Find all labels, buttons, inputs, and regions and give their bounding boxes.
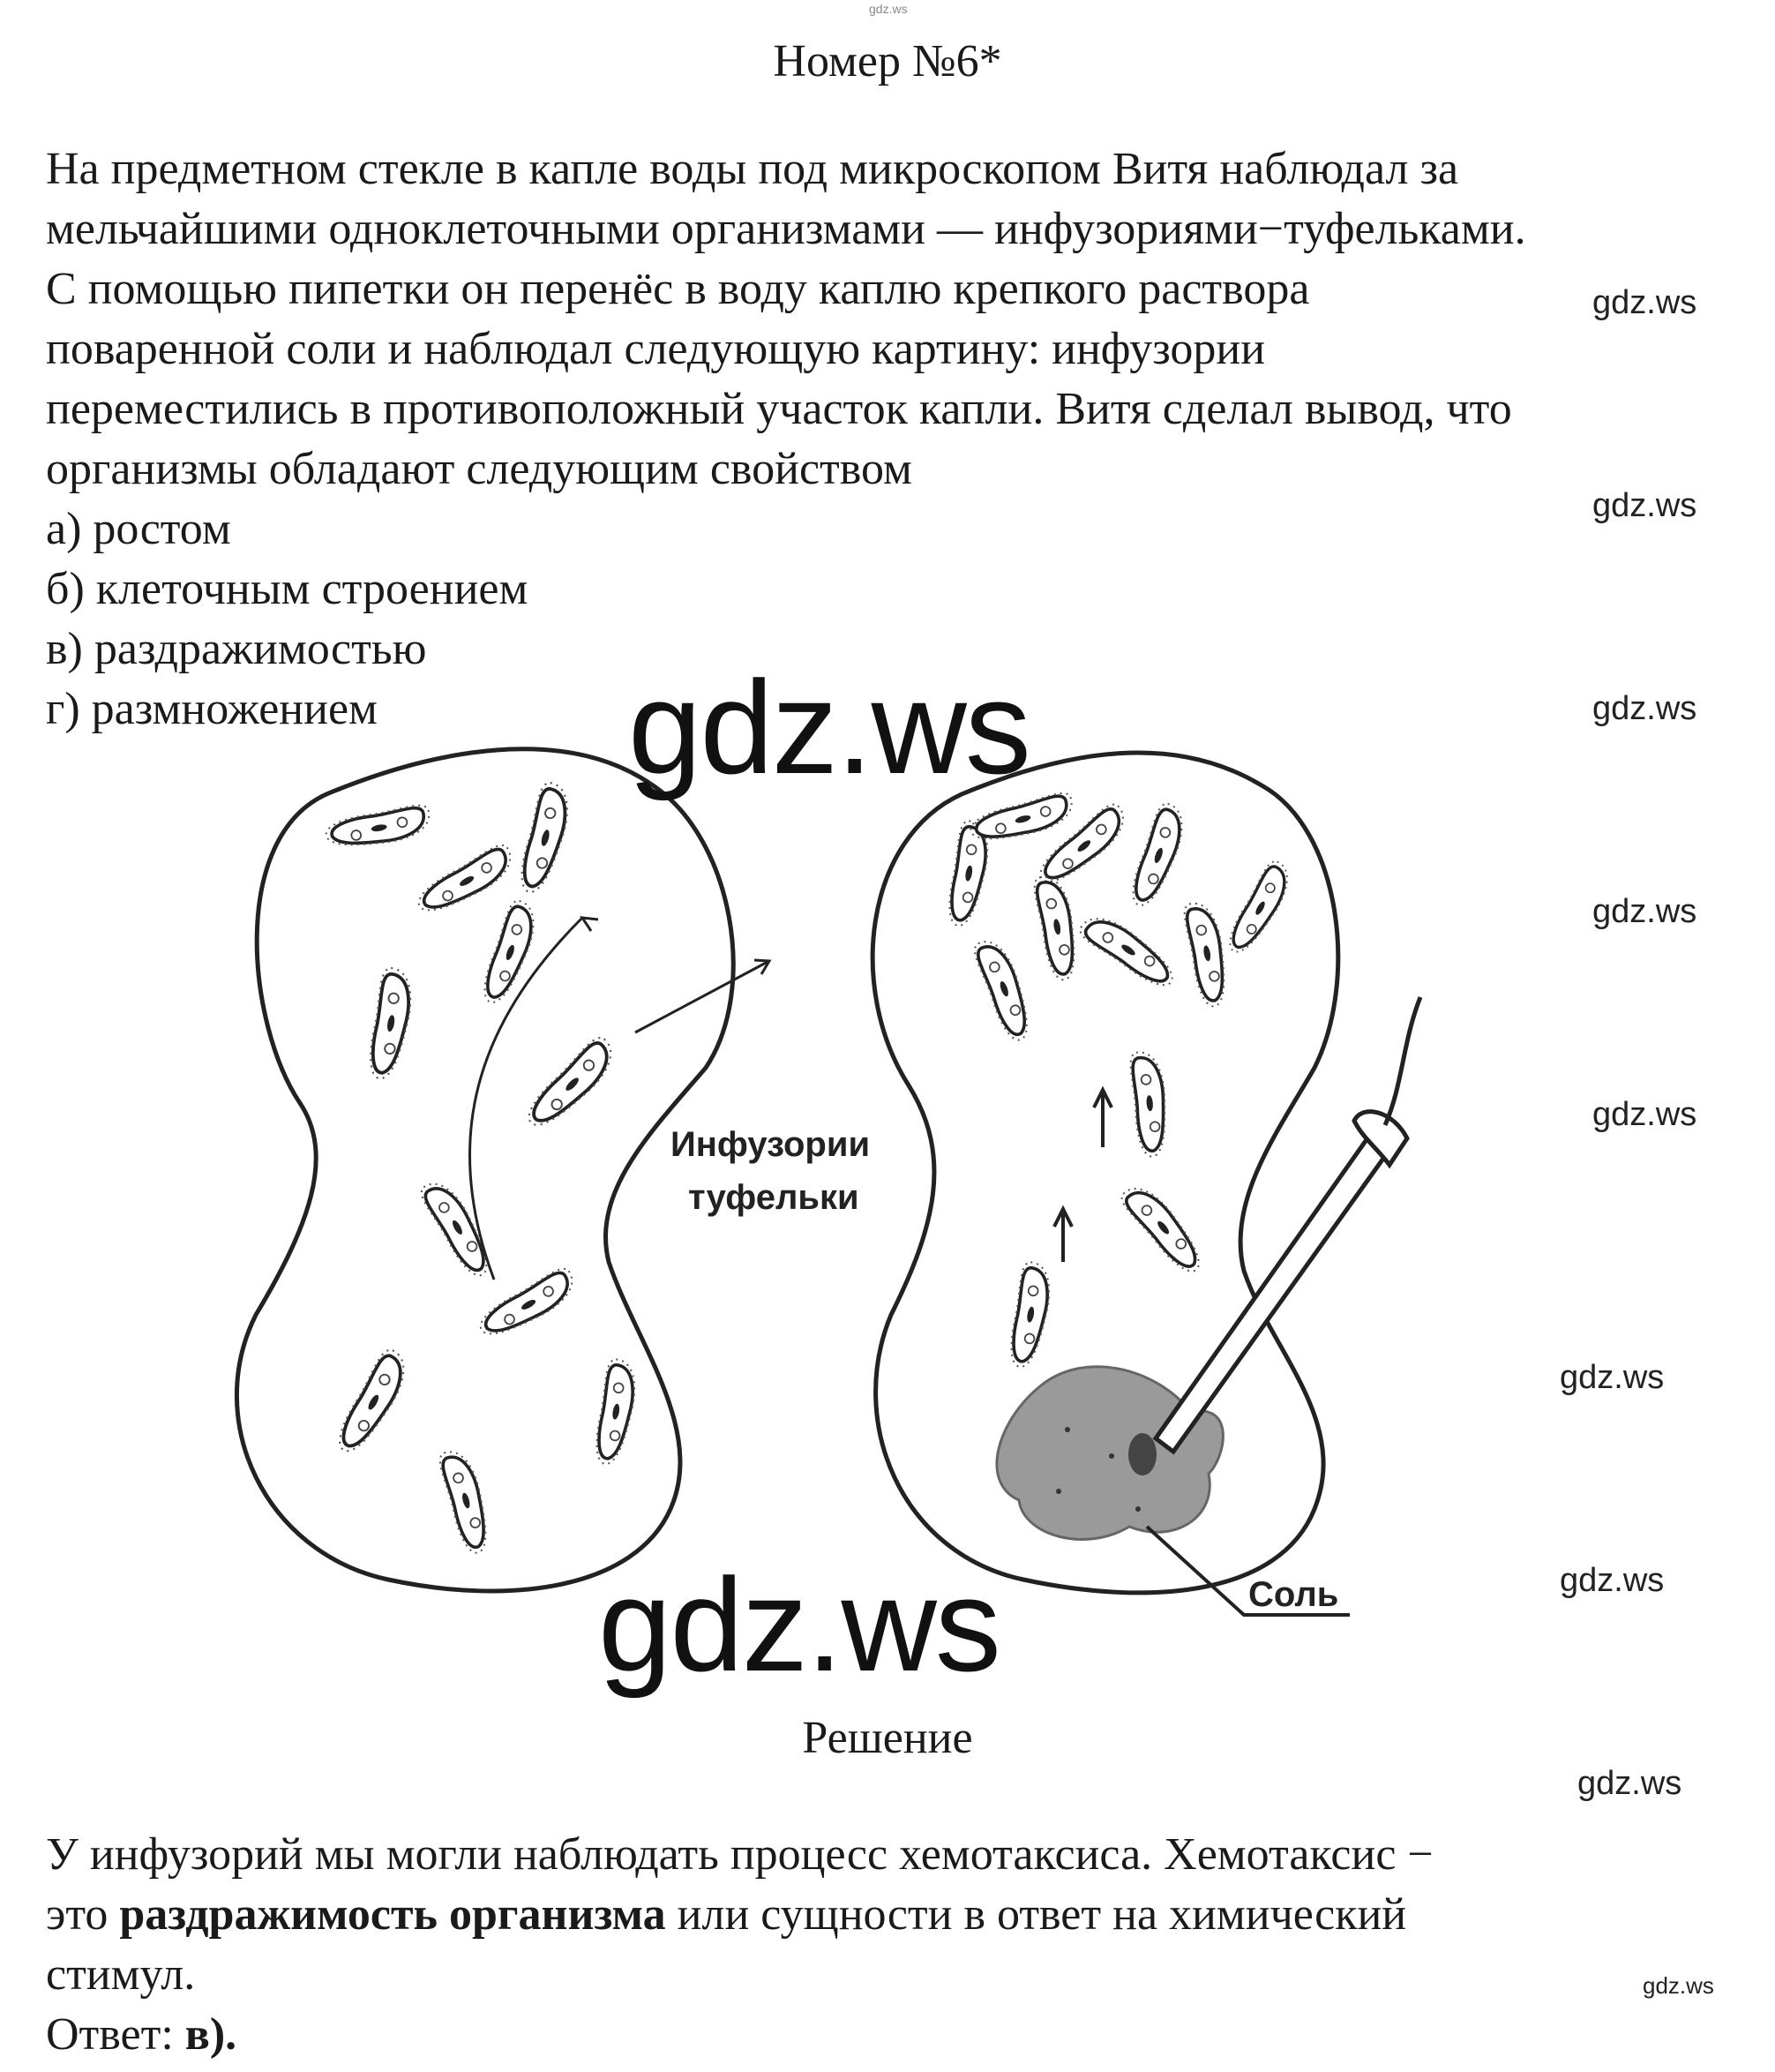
watermark-big: gdz.ws bbox=[598, 1550, 1000, 1699]
answer-option-d: г) размножением bbox=[46, 684, 378, 734]
label-ciliates: туфельки bbox=[688, 1178, 859, 1217]
ciliate bbox=[413, 842, 520, 921]
solution-line: это раздражимость организма или сущности в ответ на химический bbox=[46, 1889, 1407, 1940]
ciliate bbox=[1032, 874, 1082, 982]
watermark-corner: gdz.ws bbox=[1643, 1972, 1714, 1999]
answer-line: Ответ: в). bbox=[46, 2009, 237, 2060]
question-text bbox=[46, 139, 1526, 739]
answer-value: в). bbox=[184, 2009, 237, 2060]
pipette bbox=[1156, 1138, 1385, 1452]
question-line: поваренной соли и наблюдал следующую картину: инфузории bbox=[46, 324, 1266, 374]
answer-option-c: в) раздражимостью bbox=[46, 624, 427, 674]
ciliate bbox=[364, 967, 416, 1082]
ciliate bbox=[1129, 1050, 1170, 1158]
top-watermark: gdz.ws bbox=[869, 2, 908, 16]
watermark-big: gdz.ws bbox=[628, 653, 1030, 801]
ciliate bbox=[475, 1265, 581, 1345]
solution-heading: Решение bbox=[802, 1713, 973, 1763]
ciliate bbox=[514, 781, 575, 897]
answer-option-b: б) клеточным строением bbox=[46, 564, 528, 614]
question-line: С помощью пипетки он перенёс в воду каплю крепкого раствора bbox=[46, 264, 1310, 314]
solution-text bbox=[46, 1825, 1434, 2065]
label-pointer bbox=[635, 962, 768, 1032]
ciliate bbox=[1222, 859, 1297, 959]
watermark-side: gdz.ws bbox=[1592, 690, 1697, 727]
solution-line: У инфузорий мы могли наблюдать процесс хемотаксиса. Хемотаксис − bbox=[46, 1829, 1434, 1880]
ciliate bbox=[477, 898, 543, 1008]
watermark-side: gdz.ws bbox=[1577, 1765, 1682, 1802]
ciliates-drop-illustration bbox=[176, 732, 1429, 1641]
watermark-side: gdz.ws bbox=[1592, 893, 1697, 930]
question-line: На предметном стекле в капле воды под микроскопом Витя наблюдал за bbox=[46, 144, 1459, 194]
watermark-side: gdz.ws bbox=[1592, 284, 1697, 321]
watermark-side: gdz.ws bbox=[1560, 1562, 1665, 1599]
ciliate bbox=[521, 1034, 622, 1136]
watermark-side: gdz.ws bbox=[1560, 1359, 1665, 1396]
ciliate bbox=[331, 1347, 415, 1460]
question-line: организмы обладают следующим свойством bbox=[46, 444, 912, 494]
label-ciliates: Инфузории bbox=[670, 1125, 871, 1164]
ciliate bbox=[1077, 908, 1181, 994]
ciliate bbox=[1182, 900, 1232, 1009]
question-line: переместились в противоположный участок капли. Витя сделал вывод, что bbox=[46, 384, 1512, 434]
question-line: мельчайшими одноклеточными организмами — инфузориями−туфельками. bbox=[46, 204, 1526, 254]
label-salt: Соль bbox=[1248, 1575, 1339, 1614]
watermark-side: gdz.ws bbox=[1592, 1096, 1697, 1133]
ciliate bbox=[1126, 801, 1191, 911]
ciliate bbox=[591, 1358, 640, 1467]
solution-line: стимул. bbox=[46, 1949, 196, 2000]
ciliate bbox=[324, 803, 432, 852]
ciliate bbox=[1118, 1178, 1210, 1279]
page-title: Номер №6* bbox=[773, 36, 1002, 86]
key-term: раздражимость организма bbox=[119, 1889, 666, 1940]
ciliate bbox=[971, 935, 1037, 1045]
ciliate bbox=[438, 1446, 495, 1556]
ciliate bbox=[1006, 1261, 1055, 1370]
watermark-side: gdz.ws bbox=[1592, 487, 1697, 524]
answer-option-a: а) ростом bbox=[46, 504, 231, 554]
ciliate bbox=[418, 1175, 498, 1281]
